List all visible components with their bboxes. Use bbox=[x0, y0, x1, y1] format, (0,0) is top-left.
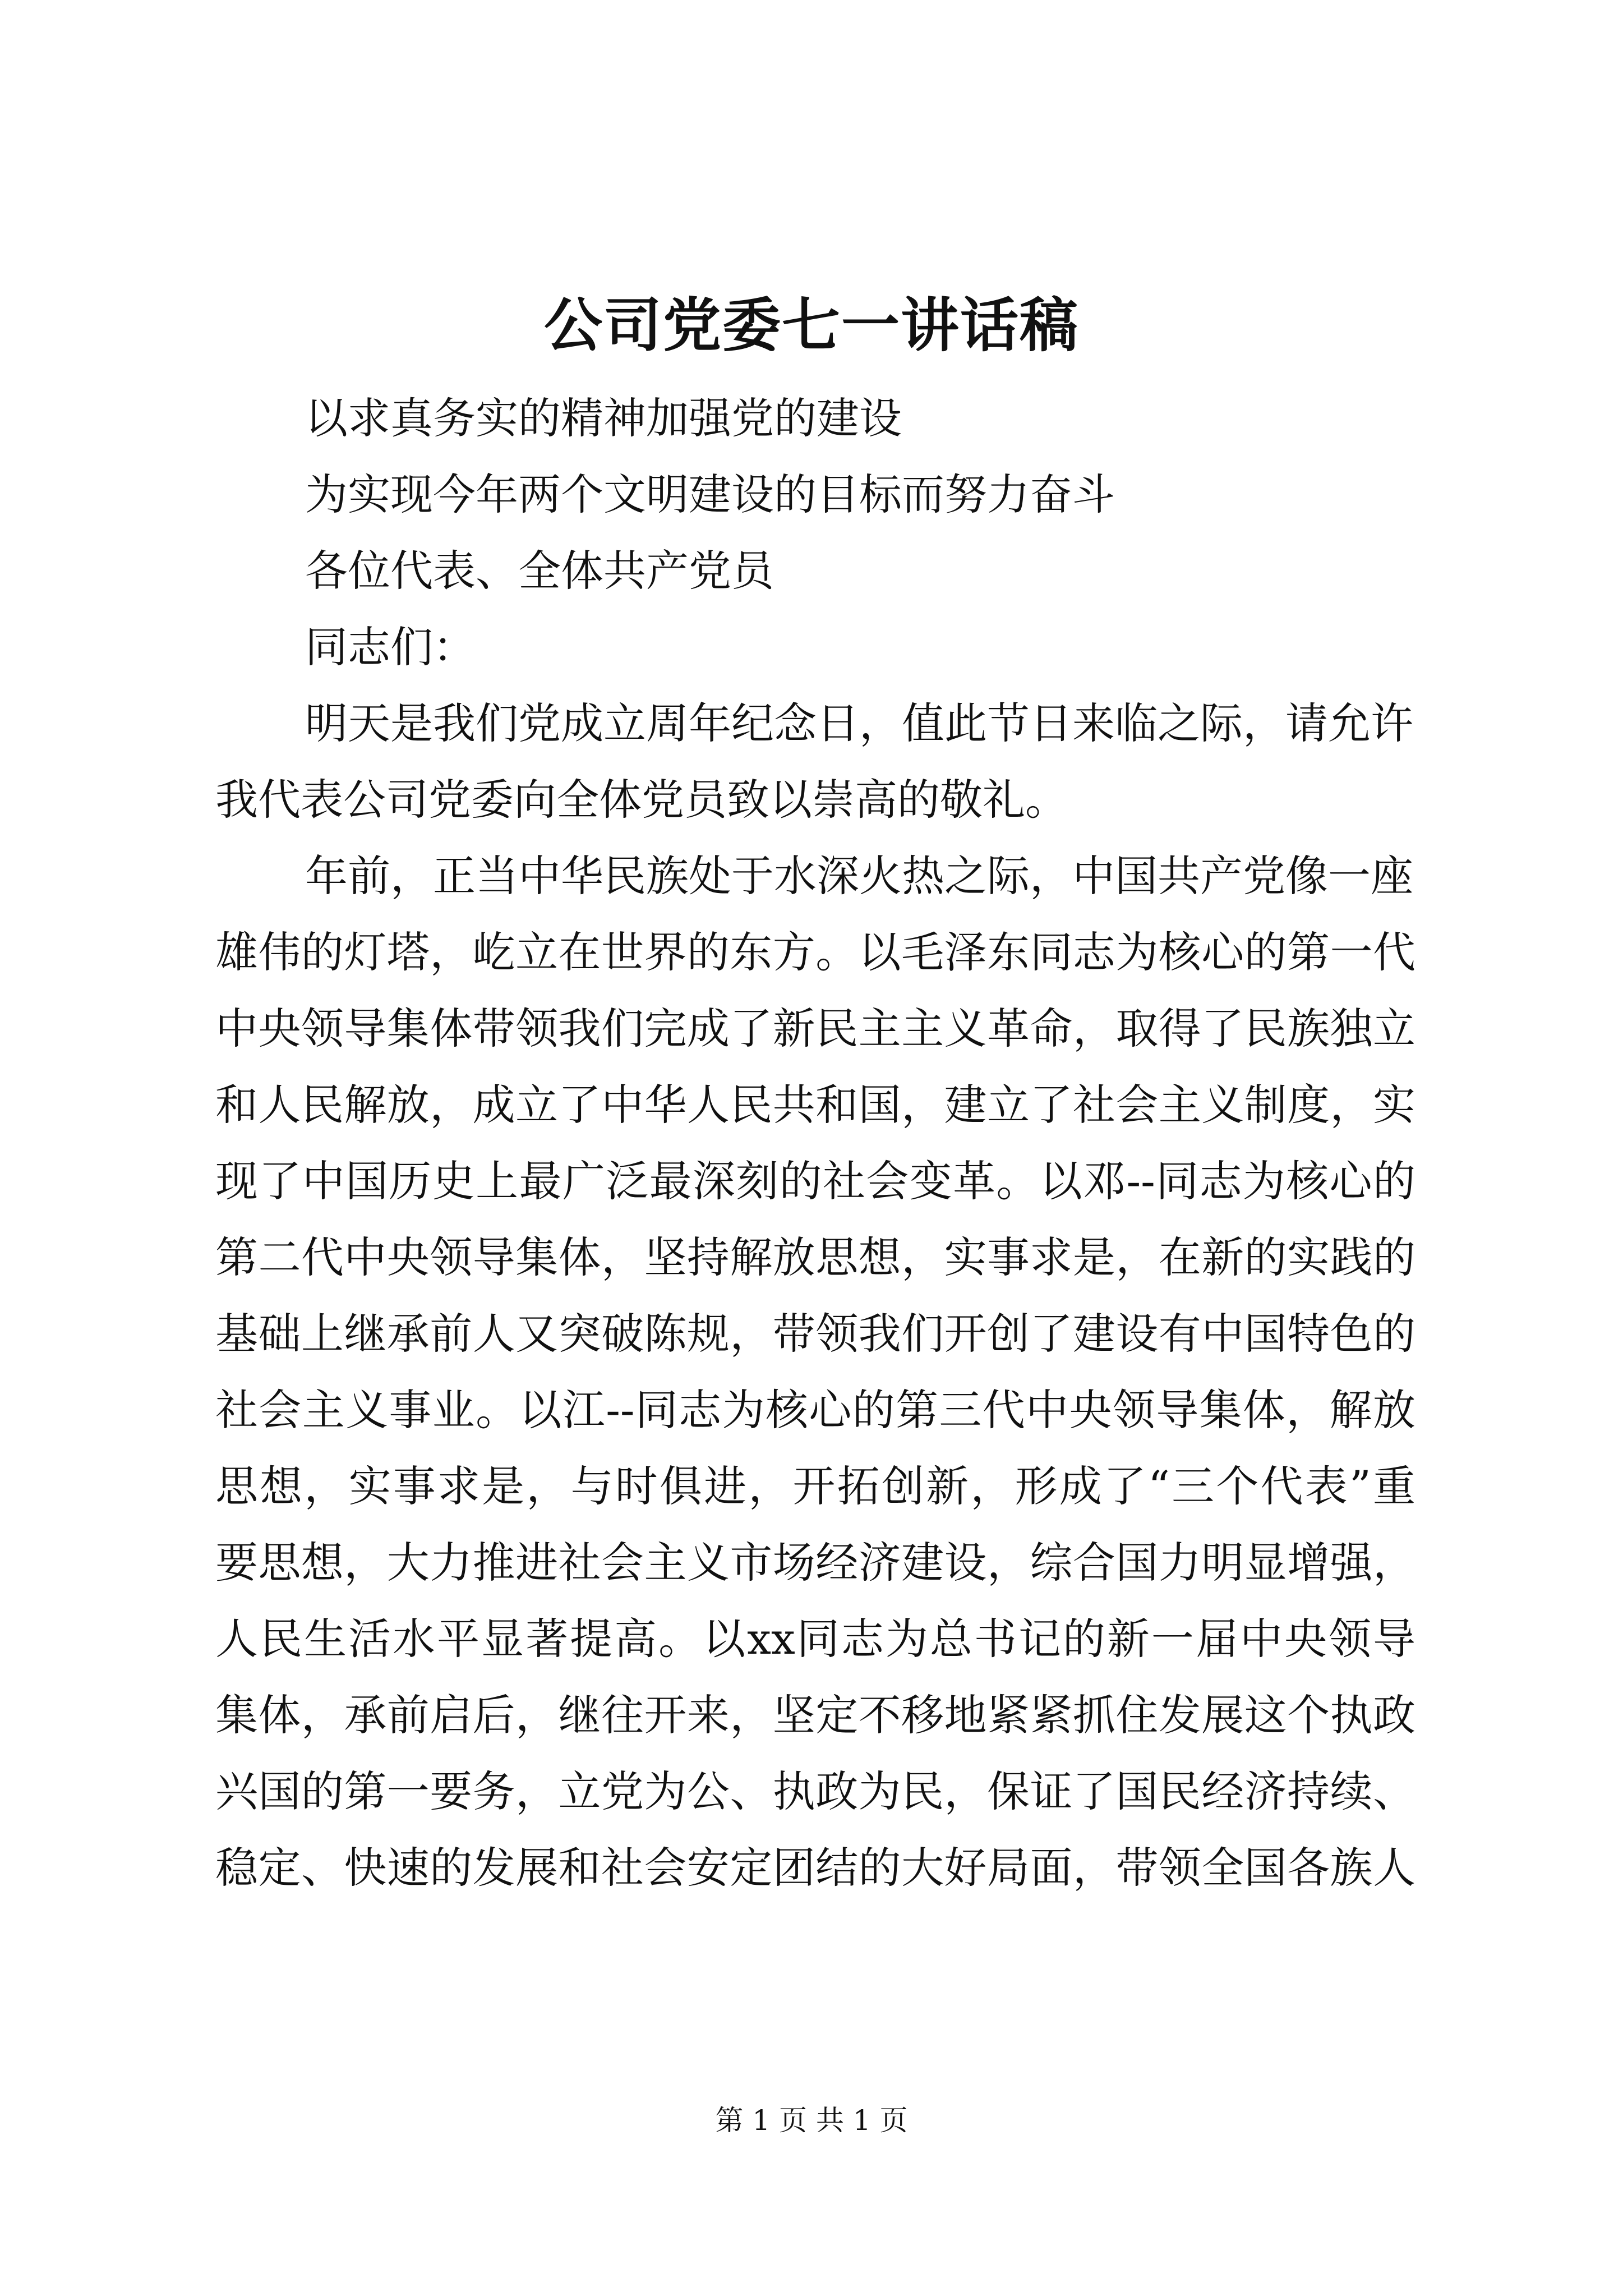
paragraph-2-line-13: 兴国的第一要务，立党为公、执政为民，保证了国民经济持续、 bbox=[215, 1766, 1415, 1816]
paragraph-2-line-14: 稳定、快速的发展和社会安定团结的大好局面，带领全国各族人 bbox=[215, 1843, 1415, 1893]
page-footer: 第 1 页 共 1 页 bbox=[715, 2104, 908, 2137]
paragraph-2-line-6: 第二代中央领导集体，坚持解放思想，实事求是，在新的实践的 bbox=[215, 1232, 1415, 1282]
document-body bbox=[215, 380, 1415, 1906]
greeting-line: 同志们： bbox=[305, 622, 476, 672]
subtitle-line-2: 为实现今年两个文明建设的目标而努力奋斗 bbox=[305, 470, 1115, 519]
paragraph-2-line-8: 社会主义事业。以江--同志为核心的第三代中央领导集体，解放 bbox=[215, 1385, 1415, 1435]
paragraph-1-line-2: 我代表公司党委向全体党员致以崇高的敬礼。 bbox=[215, 775, 1068, 825]
salutation-line: 各位代表、全体共产党员 bbox=[305, 546, 774, 596]
paragraph-2-line-9: 思想，实事求是，与时俱进，开拓创新，形成了“三个代表”重 bbox=[215, 1461, 1415, 1511]
paragraph-2-line-4: 和人民解放，成立了中华人民共和国，建立了社会主义制度，实 bbox=[215, 1080, 1415, 1130]
paragraph-2-line-12: 集体，承前启后，继往开来，坚定不移地紧紧抓住发展这个执政 bbox=[215, 1690, 1415, 1740]
paragraph-2-line-7: 基础上继承前人又突破陈规，带领我们开创了建设有中国特色的 bbox=[215, 1309, 1415, 1359]
paragraph-2-line-5: 现了中国历史上最广泛最深刻的社会变革。以邓--同志为核心的 bbox=[215, 1156, 1415, 1206]
subtitle-line-1: 以求真务实的精神加强党的建设 bbox=[305, 393, 902, 443]
paragraph-2-line-1: 年前，正当中华民族处于水深火热之际，中国共产党像一座 bbox=[305, 851, 1413, 901]
paragraph-2-line-11: 人民生活水平显著提高。以xx同志为总书记的新一届中央领导 bbox=[215, 1614, 1415, 1664]
paragraph-2-line-2: 雄伟的灯塔，屹立在世界的东方。以毛泽东同志为核心的第一代 bbox=[215, 927, 1415, 977]
document-title: 公司党委七一讲话稿 bbox=[543, 291, 1079, 360]
paragraph-1-line-1: 明天是我们党成立周年纪念日，值此节日来临之际，请允许 bbox=[305, 698, 1413, 748]
paragraph-2-line-3: 中央领导集体带领我们完成了新民主主义革命，取得了民族独立 bbox=[215, 1004, 1415, 1053]
paragraph-2-line-10: 要思想，大力推进社会主义市场经济建设，综合国力明显增强， bbox=[215, 1538, 1415, 1588]
